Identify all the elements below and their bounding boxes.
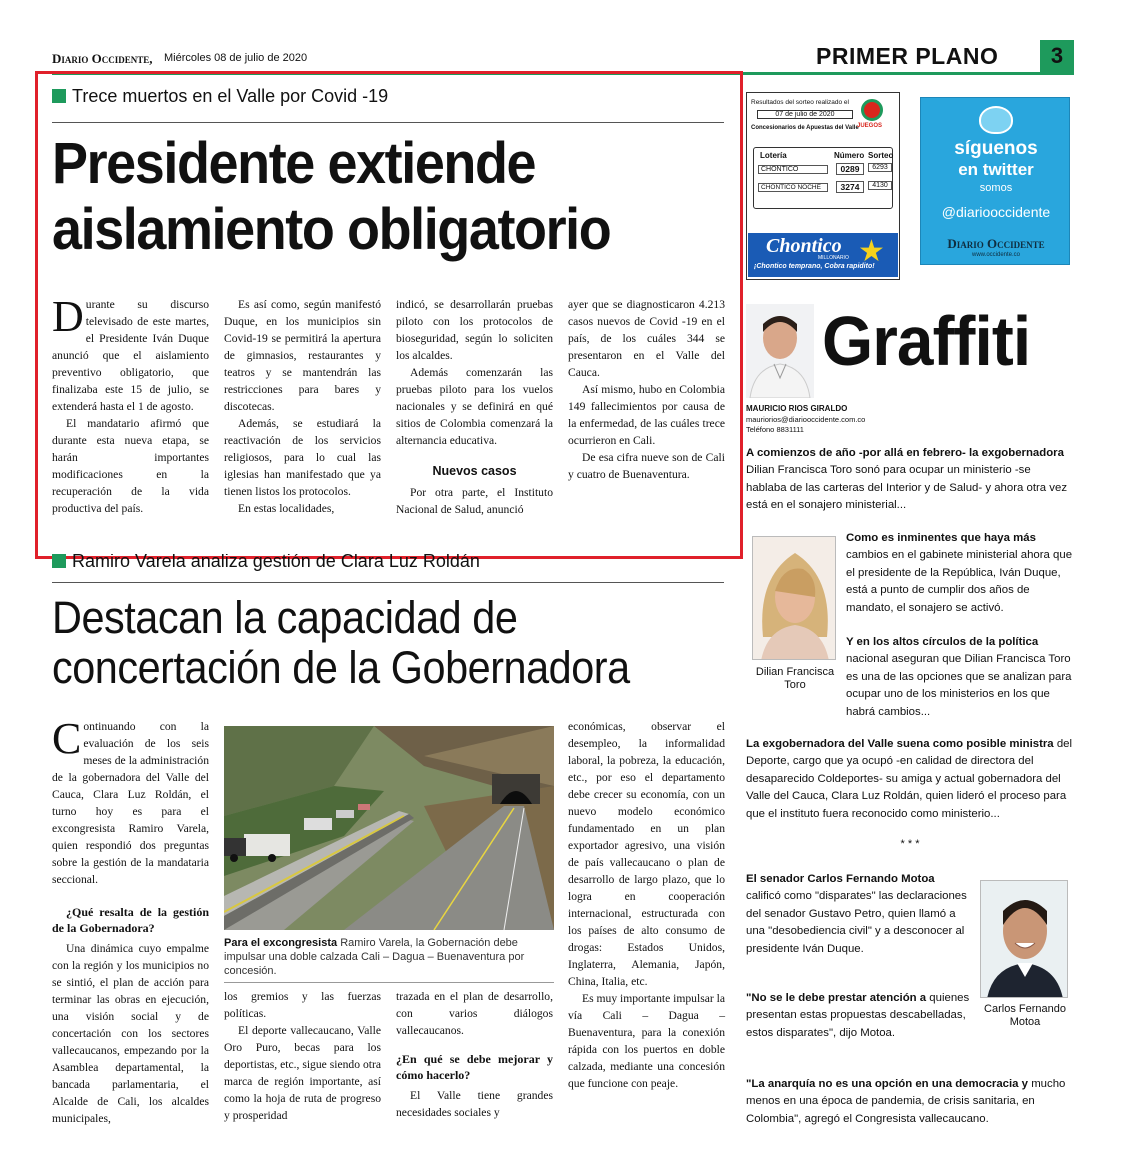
article-gobernadora: [52, 554, 724, 1134]
chontico-brand: Chontico: [766, 235, 842, 257]
question-heading: ¿En qué se debe mejorar y cómo hacerlo?: [396, 1052, 553, 1082]
motoa-portrait-image: [981, 881, 1068, 998]
author-portrait-image: [746, 304, 814, 398]
article-column-2: Es así como, según manifestó Duque, en los municipios sin Covid-19 se permitirá la apertura de gimnasios, restaurantes y teatros y se mantendrán las restricciones para bares y discotecas. Además, se estudiará la reactivación de los servicios religiosos, para lo cual las iglesias han manifestado que ya tienen listos los protocolos. En estas localidades,: [224, 298, 381, 515]
graffiti-item: Y en los altos círculos de la política nacional aseguran que Dilian Francisca Toro es una de las opciones que se analizan para ocupar uno de los ministerios en los que habrá cambios...: [846, 636, 1072, 718]
article-headline: Presidente extiende aislamiento obligatorio: [52, 131, 611, 262]
highway-photo: [224, 726, 554, 930]
author-photo: [746, 304, 814, 398]
section-title: PRIMER PLANO: [816, 43, 999, 69]
paper-name: Diario Occidente,: [52, 51, 153, 66]
author-phone: Teléfono 8831111: [746, 425, 804, 434]
lottery-header-line: Resultados del sorteo realizado el: [751, 99, 849, 106]
subhead: Nuevos casos: [432, 464, 517, 478]
lottery-row: CHONTICO NOCHE 3274 4130: [758, 181, 888, 199]
article-column-3: trazada en el plan de desarrollo, con varios diálogos vallecaucanos. ¿En qué se debe mejorar y cómo hacerlo? El Valle tiene grandes necesidades sociales y: [396, 990, 553, 1119]
article-column-3: indicó, se desarrollarán pruebas piloto con los protocolos de bioseguridad, según lo soliciten los alcaldes. Además comenzarán las pruebas piloto para los vuelos nacionales y se definirá en qué sitios de Colombia comenzará la alternancia educativa. Nuevos casos Por otra parte, el Instituto Nacional de Salud, anunció: [396, 298, 553, 516]
twitter-line2: en twitter: [958, 160, 1034, 179]
author-email: mauriorios@diariooccidente.com.co: [746, 415, 866, 424]
twitter-line1: síguenos: [954, 138, 1038, 159]
graffiti-column: [746, 296, 1074, 1136]
chontico-banner: [748, 233, 898, 277]
selection-highlight: [35, 71, 743, 559]
article-column-2: los gremios y las fuerzas políticas. El deporte vallecaucano, Valle Oro Puro, becas para los deportistas, etc., sigue siendo otra marca de región importante, así como la hoja de ruta de progreso y prosperidad: [224, 990, 381, 1122]
star-icon: ★: [858, 235, 885, 268]
graffiti-item: Como es inminentes que haya más cambios en el gabinete ministerial ahora que el presidente de la República, Iván Duque, está a punto de cumplir dos años de mandato, el sonajero se activó.: [846, 532, 1073, 614]
dilian-photo: [752, 536, 836, 660]
motoa-caption: Carlos Fernando Motoa: [984, 1003, 1066, 1028]
lottery-row: CHONTICO 0289 6293: [758, 163, 888, 181]
highway-tunnel-image: [224, 726, 554, 930]
lottery-concession: Concesionarios de Apuestas del Valle: [751, 125, 859, 131]
graffiti-item: El senador Carlos Fernando Motoa calificó como "disparates" las declaraciones del senador Gustavo Petro, quien llamó a una "desobediencia civil" y a desconocer al presidente Iván Duque.: [746, 873, 967, 955]
article-column-4: económicas, observar el desempleo, la informalidad laboral, la pobreza, la educación, etc., por eso el departamento debe crecer su economía, con un nuevo modelo económico fundamentado en un plan exportador agresivo, una visión de país vallecaucano o plan de desarrollo de largo plazo, que lo logra en cooperación internacional, estructurada con los países de alto consumo de drogas: Estados Unidos, Inglaterra, Alemania, Japón, China, Italia, etc. Es muy importante impulsar la vía Cali – Dagua – Buenaventura, para la conexión rápida con los puertos en doble calzada, mediante una concesión que funcione con peaje.: [568, 720, 725, 1090]
twitter-bird-icon: [979, 106, 1013, 134]
article-kicker: Trece muertos en el Valle por Covid -19: [52, 86, 724, 112]
lottery-table: Lotería Número Sorteo CHONTICO 0289 6293 CHONTICO NOCHE 3274 4130: [753, 147, 893, 209]
graffiti-item: "No se le debe prestar atención a quienes presentan estas propuestas descabelladas, estos disparates", dijo Motoa.: [746, 992, 970, 1039]
lottery-results: [746, 92, 900, 280]
dropcap: C: [52, 714, 82, 763]
juegos-logo-text: JUEGOS: [857, 123, 883, 129]
twitter-handle: @diariooccidente: [941, 204, 1051, 220]
kicker-rule: [52, 582, 724, 583]
chontico-slogan: ¡Chontico temprano, Cobra rapidito!: [754, 263, 875, 270]
separator: * * *: [900, 838, 920, 850]
lottery-date: 07 de julio de 2020: [757, 110, 853, 119]
kicker-square-icon: [52, 554, 66, 568]
graffiti-item: "La anarquía no es una opción en una democracia y mucho menos en una época de pandemia, de crisis sanitaria, en Colombia", agregó el Congresista vallecaucano.: [746, 1078, 1066, 1125]
article-column-4: ayer que se diagnosticaron 4.213 casos nuevos de Covid -19 en el país, de los cuáles 344 se presentaron en el Valle del Cauca. Así mismo, hubo en Colombia 149 fallecimientos por causa de la enfermedad, de las cuáles trece ocurrieron en Cali. De esa cifra nueve son de Cali y cuatro de Buenaventura.: [568, 298, 725, 481]
graffiti-title: Graffiti: [822, 302, 1031, 380]
article-column-1: D urante su discurso televisado de este martes, el Presidente Iván Duque anunció que el aislamiento preventivo obligatorio, que finalizaba este 15 de julio, se extenderá hasta el 1 de agosto. El mandatario afirmó que durante esta nueva etapa, se harán importantes modificaciones en la recuperación de la vida productiva del país.: [52, 292, 209, 515]
twitter-line3: somos: [979, 182, 1013, 194]
twitter-brand: Diario Occidente: [947, 236, 1045, 251]
juegos-logo-icon: [861, 99, 883, 121]
caption-rule: [224, 982, 554, 983]
article-kicker: Ramiro Varela analiza gestión de Clara Luz Roldán: [52, 554, 724, 576]
dropcap: D: [52, 292, 84, 341]
motoa-photo: [980, 880, 1068, 998]
issue-date: Miércoles 08 de julio de 2020: [164, 52, 308, 64]
article-column-1: C ontinuando con la evaluación de los seis meses de la administración de la gobernadora del Valle del Cauca, Clara Luz Roldán, el turno hoy es para el excongresista Ramiro Varela, quien respondió dos preguntas sobre la gestión de la mandataria seccional. ¿Qué resalta de la gestión de la Gobernadora? Una dinámica cuyo empalme con la región y los municipios no se sintió, el plan de acción para terminar las obras en ejecución, una visión social y de concertación con los sectores vallecaucanos, empezando por la Asamblea departamental, la bancada parlamentaria, el Alcalde de Cali, los alcaldes municipales,: [52, 714, 209, 1125]
question-heading: ¿Qué resalta de la gestión de la Gobernadora?: [52, 905, 209, 935]
photo-caption: Para el excongresista Ramiro Varela, la Gobernación debe impulsar una doble calzada Cali – Dagua – Buenaventura por concesión.: [224, 937, 525, 977]
article-headline: Destacan la capacidad de concertación de la Gobernadora: [52, 592, 630, 693]
graffiti-item: A comienzos de año -por allá en febrero- la exgobernadora Dilian Francisca Toro sonó para ocupar un ministerio -se hablaba de las carteras del Interior y de Salud- y ahora otra vez está en el sonajero ministerial...: [746, 447, 1068, 512]
page-number: 3: [1040, 40, 1074, 72]
author-name: MAURICIO RIOS GIRALDO: [746, 404, 848, 413]
chontico-brand-sub: MILLONARIO: [818, 255, 849, 261]
twitter-ad: [920, 97, 1070, 265]
graffiti-item: La exgobernadora del Valle suena como posible ministra del Deporte, cargo que ya ocupó -en calidad de directora del desaparecido Coldeportes- su amiga y actual gobernadora del Valle del Cauca, Clara Luz Roldán, quien lideró el proceso para que el instituto fuera reconocido como ministerio...: [746, 738, 1073, 820]
dilian-caption: Dilian Francisca Toro: [755, 666, 835, 691]
twitter-url: www.occidente.co: [971, 252, 1021, 258]
dilian-portrait-image: [753, 537, 836, 660]
